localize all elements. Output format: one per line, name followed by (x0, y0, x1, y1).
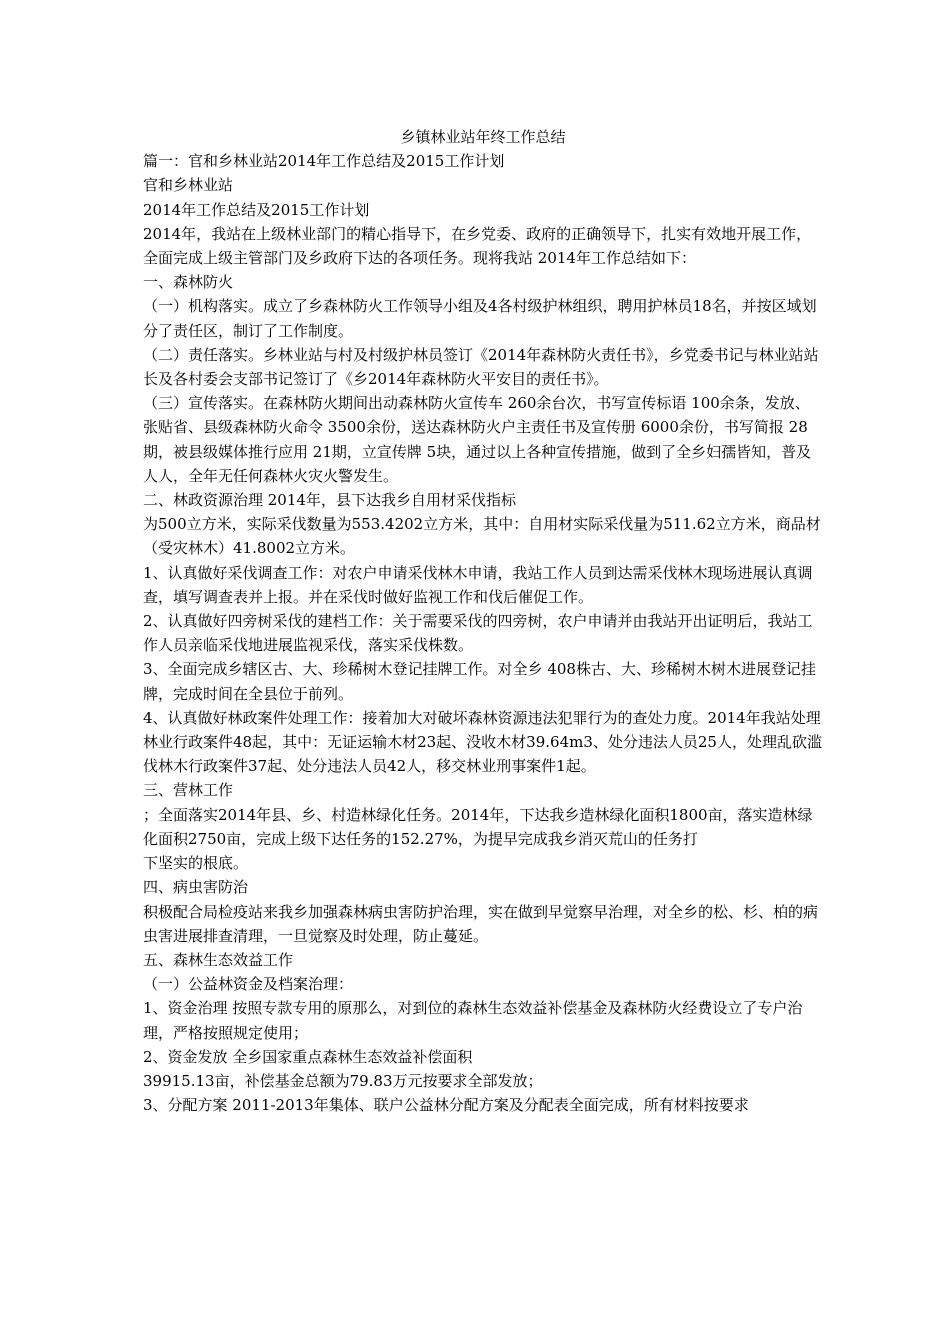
paragraph: 3、全面完成乡辖区古、大、珍稀树木登记挂牌工作。对全乡 408株古、大、珍稀树木树木进展登记挂牌，完成时间在全县位于前列。 (143, 660, 816, 703)
paragraph: 积极配合局检疫站来我乡加强森林病虫害防护治理，实在做到早觉察早治理，对全乡的松、杉、柏的病虫害进展排查清理，一旦觉察及时处理，防止蔓延。 (143, 902, 819, 945)
paragraph: 3、分配方案 2011-2013年集体、联户公益林分配方案及分配表全面完成，所有材料按要求 (143, 1096, 749, 1115)
paragraph: 下坚实的根底。 (143, 854, 249, 873)
paragraph: 二、林政资源治理 2014年，县下达我乡自用材采伐指标 (143, 491, 516, 510)
document-title: 乡镇林业站年终工作总结 (400, 128, 566, 146)
paragraph: 五、森林生态效益工作 (143, 950, 294, 969)
paragraph: 4、认真做好林政案件处理工作：接着加大对破坏森林资源违法犯罪行为的查处力度。2014年我站处理林业行政案件48起，其中：无证运输木材23起、没收木材39.64m3、处分违法人员25人，处理乱砍滥伐林木行政案件37起、处分违法人员42人，移交林业刑事案件1起。 (143, 708, 822, 776)
paragraph: 2、资金发放 全乡国家重点森林生态效益补偿面积 (143, 1047, 473, 1066)
paragraph: （二）责任落实。乡林业站与村及村级护林员签订《2014年森林防火责任书》，乡党委书记与林业站站长及各村委会支部书记签订了《乡2014年森林防火平安目的责任书》。 (143, 345, 819, 389)
paragraph: 四、病虫害防治 (143, 878, 249, 897)
paragraph: ；全面落实2014年县、乡、村造林绿化任务。2014年，下达我乡造林绿化面积1800亩，落实造林绿化面积2750亩，完成上级下达任务的152.27%，为提早完成我乡消灭荒山的任务打 (143, 805, 813, 848)
paragraph: 一、森林防火 (143, 273, 234, 292)
paragraph: 三、营林工作 (143, 781, 234, 800)
paragraph: 1、认真做好采伐调查工作：对农户申请采伐林木申请，我站工作人员到达需采伐林木现场进展认真调查，填写调查表并上报。并在采伐时做好监视工作和伐后催促工作。 (143, 563, 813, 606)
paragraph: （三）宣传落实。在森林防火期间出动森林防火宣传车 260余台次，书写宣传标语 100余条，发放、张贴省、县级森林防火命令 3500余份，送达森林防火户主责任书及宣传册 6000余份，书写简报 28期，被县级媒体推行应用 21期，立宣传牌 5块，通过以上各种宣传措施，做到了全乡妇孺皆知，普及人人，全年无任何森林火灾火警发生。 (143, 394, 812, 485)
paragraph: 篇一：官和乡林业站2014年工作总结及2015工作计划 (143, 152, 505, 171)
paragraph: 2014年工作总结及2015工作计划 (143, 200, 370, 219)
paragraph: 为500立方米，实际采伐数量为553.4202立方米，其中：自用材实际采伐量为511.62立方米，商品材（受灾林木）41.8002立方米。 (143, 515, 821, 558)
document-page (143, 125, 823, 1117)
paragraph: 1、资金治理 按照专款专用的原那么，对到位的森林生态效益补偿基金及森林防火经费设立了专户治理，严格按照规定使用； (143, 999, 803, 1042)
paragraph: 2014年，我站在上级林业部门的精心指导下，在乡党委、政府的正确领导下，扎实有效地开展工作，全面完成上级主管部门及乡政府下达的各项任务。现将我站 2014年工作总结如下： (143, 224, 812, 268)
paragraph: （一）公益林资金及档案治理： (143, 975, 354, 994)
paragraph: 2、认真做好四旁树采伐的建档工作：关于需要采伐的四旁树，农户申请并由我站开出证明后，我站工作人员亲临采伐地进展监视采伐，落实采伐株数。 (143, 612, 813, 655)
paragraph: 官和乡林业站 (143, 176, 234, 195)
paragraph: （一）机构落实。成立了乡森林防火工作领导小组及4各村级护林组织，聘用护林员18名，并按区域划分了责任区，制订了工作制度。 (143, 297, 817, 340)
paragraph: 39915.13亩，补偿基金总额为79.83万元按要求全部发放； (143, 1071, 543, 1090)
